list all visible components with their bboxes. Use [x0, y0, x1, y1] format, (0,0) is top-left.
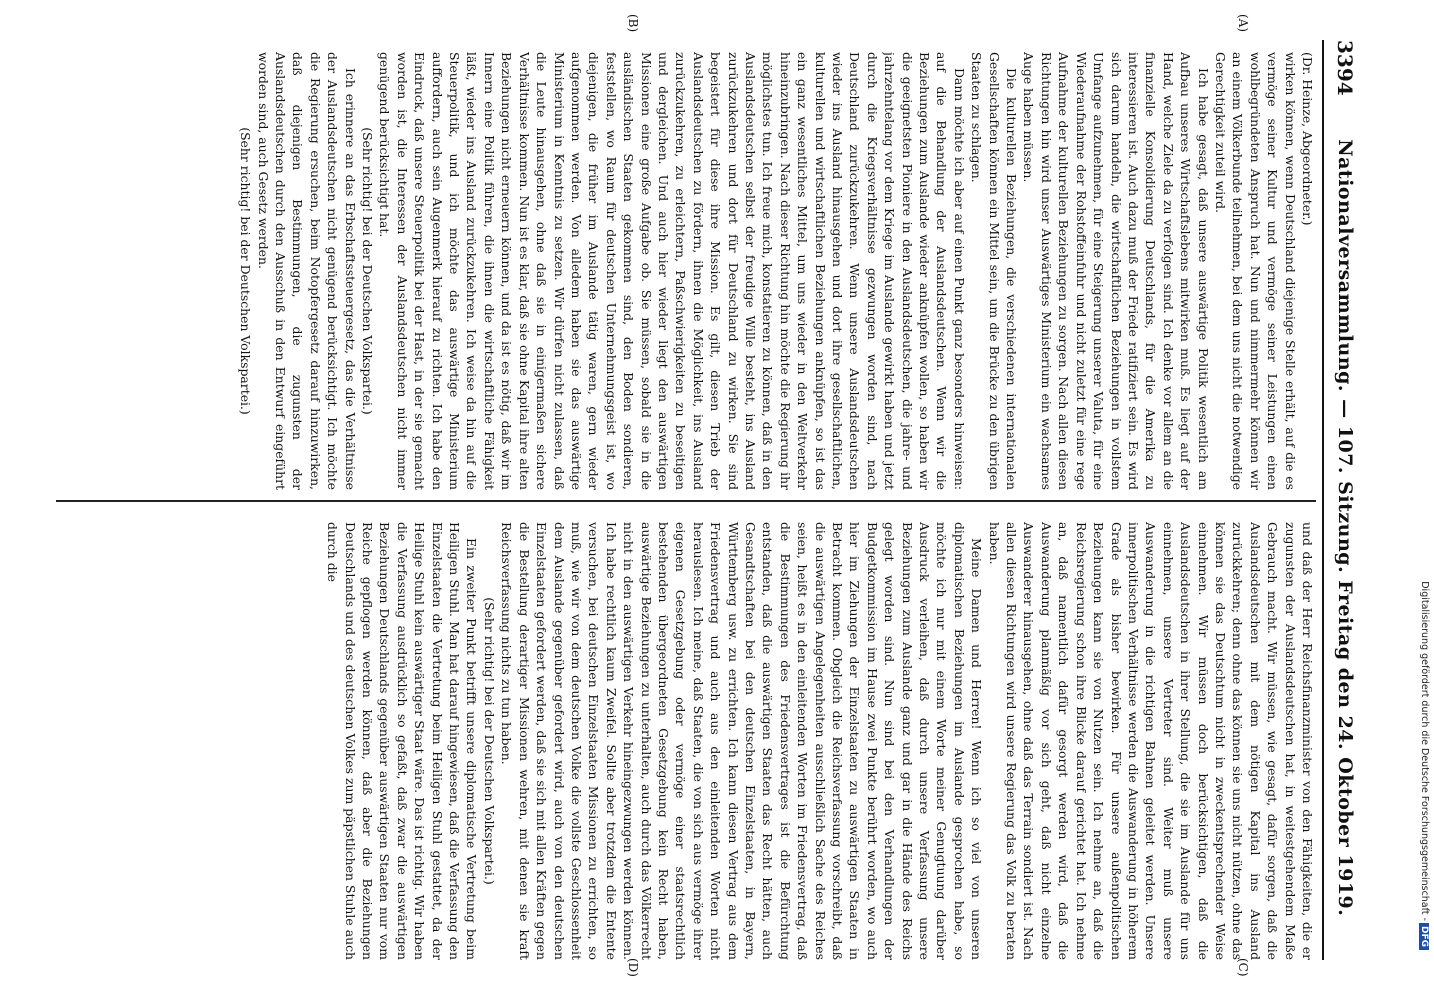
- margin-mark-b: (B): [626, 14, 640, 33]
- page-header: [1330, 40, 1360, 960]
- left-column: [56, 52, 1316, 490]
- paragraph: Meine Damen und Herren! Wenn ich so viel von unseren diplomatischen Beziehungen im Auslande gesprochen habe, so möchte ich nur mit einem Worte meiner Genugtuung darüber Ausdruck verleihen, daß durch unsere Verfassung unsere Beziehungen zum Auslande ganz und gar in die Hände des Reichs gelegt worden sind. Nun sind bei den Verhandlungen der Budgetkommission im Hause zwei Punkte berührt worden, wo auch hier im Ziehungen der Einzelstaaten zu auswärtigen Staaten in Betracht kommen. Obgleich die Reichsverfassung vorschreibt, daß die auswärtigen Angelegenheiten ausschließlich Sache des Reiches seien, heißt es in den einleitenden Worten im Friedensvertrag, daß die Bestimmungen des Friedensvertrages ist die Befürchtung entstanden, daß die auswärtigen Staaten das Recht hätten, auch Gesandtschaften bei den deutschen Einzelstaaten, in Bayern, Württemberg usw. zu errichten. Ich kann diesen Vertrag aus dem Friedensvertrag und auch aus den einleitenden Worten nicht herauslesen. Ich meine, daß Staaten, die von sich aus vermöge ihrer eigenen Gesetzgebung oder vermöge einer staatsrechtlich bestehenden übergeordneten Gesetzgebung kein Recht haben, auswärtige Beziehungen zu unterhalten, auch durch das Völkerrecht nicht in den auswärtigen Verkehr hineingezwungen werden können. Ich habe rechtlich kaum Zweifel. Sollte aber trotzdem die Entente versuchen, bei deutschen Einzelstaaten Missionen zu errichten, so muß, wie wir von dem deutschen Volke die vollste Geschlossenheit dem Auslande gegenüber gefordert wird, auch von den deutschen Einzelstaaten gefordert werden, daß sie sich mit allen Kräften gegen die Bestellung derartiger Missionen wehren, mit denen sie kraft Reichsverfassung nichts zu tun haben.: [499, 522, 985, 960]
- paragraph: Die kulturellen Beziehungen, die verschiedenen internationalen Gesellschaften können ein Mittel sein, um die Brücke zu den übrigen Staaten zu schlagen.: [969, 52, 1020, 490]
- right-column: [56, 522, 1316, 960]
- paragraph: Ein zweiter Punkt betrifft unsere diplomatische Vertretung beim Heiligen Stuhl. Man hat darauf hingewiesen, daß die Verfassung den Einzelstaaten die Vertretung beim Heiligen Stuhl gestattet, da der Heilige Stuhl kein auswärtiger Staat wäre. Das ist richtig. Wir haben die Verfassung ausdrücklich so gefaßt, daß zwar die auswärtigen Beziehungen Deutschlands gegenüber auswärtigen Staaten nur vom Reiche gepflogen werden können, daß aber die Beziehungen Deutschlands und des deutschen Volkes zum päpstlichen Stuhle auch durch die: [325, 522, 480, 960]
- header-rule: [1322, 40, 1324, 960]
- paragraph: und daß der Herr Reichsfinanzminister von den Fähigkeiten, die er zugunsten der Auslandsdeutschen hat, in weitestgehendem Maße Gebrauch macht. Wir müssen, wie gesagt, dafür sorgen, daß die Auslandsdeutschen mit dem nötigen Kapital ins Ausland zurückkehren; denn ohne das können sie uns nicht nützen, ohne das können sie das Deutschtum nicht in zweckentsprechender Weise einnehmen. Wir müssen doch berücksichtigen, daß die Auslandsdeutschen in ihrer Stellung, die sie im Auslande für uns einnehmen, unsere Vertreter sind. Weiter muß unsere Auswanderung in die richtigen Bahnen geleitet werden. Unsere innerpolitischen Verhältnisse werden die Auswanderung in höherem Grade als bisher bewirken. Für unsere außenpolitischen Beziehungen kann sie von Nutzen sein. Ich nehme an, daß die Reichsregierung schon ihre Blicke darauf gerichtet hat. Ich nehme an, daß namentlich dafür gesorgt werden wird, daß die Auswanderung planmäßig vor sich geht, daß nicht einzelne Auswanderer hinausgehen, ohne daß das Terrain sondiert ist. Nach allen diesen Richtungen wird unsere Regierung das Volk zu beraten haben.: [986, 522, 1315, 960]
- paragraph: Ich erinnere an das Erbschaftssteuergesetz, das die Verhältnisse der Auslandsdeutschen nicht genügend berücksichtigt. Ich möchte die Regierung ersuchen, beim Notopfergesetz darauf hinzuwirken, daß diejenigen Bestimmungen, die zugunsten der Auslandsdeutschen durch den Ausschuß in den Entwurf eingeführt worden sind, auch Gesetz werden.: [255, 52, 358, 490]
- paragraph: wirken können, wenn Deutschland diejenige Stelle erhält, auf die es vermöge seiner Kultur und vermöge seiner Leistungen einen wohlbegründeten Anspruch hat. Nun und nimmermehr können wir an einem Völkerbunde teilnehmen, bei dem uns nicht die notwendige Gerechtigkeit zuteil wird.: [1212, 52, 1298, 490]
- interjection: (Sehr richtig! bei der Deutschen Volkspartei.): [481, 597, 497, 885]
- margin-mark-c: (C): [1236, 958, 1250, 977]
- page-number: 3394: [1333, 40, 1357, 96]
- paragraph: Ich habe gesagt, daß unsere auswärtige Politik wesentlich am Aufbau unseres Wirtschaftslebens mitwirken muß. Es liegt auf der Hand, welche Ziele da zu verfolgen sind. Ich denke vor allem an die finanzielle Konsolidierung Deutschlands, für die Amerika zu interessieren ist. Auch dazu muß der Friede ratifiziert sein. Es wird sich darum handeln, die wirtschaftlichen Beziehungen in vollstem Umfange aufzunehmen, für eine Steigerung unserer Valuta, für eine Wiederaufnahme der Rohstoffeinfuhr und nicht zuletzt für eine rege Aufnahme der kulturellen Beziehungen zu sorgen. Nach allen diesen Richtungen hin wird unser Auswärtiges Ministerium ein wachsames Auge haben müssen.: [1021, 52, 1211, 490]
- digitization-credit: [1410, 50, 1430, 950]
- margin-mark-d: (D): [626, 958, 640, 977]
- paragraph: Dann möchte ich aber auf einen Punkt ganz besonders hinweisen: auf die Behandlung der Auslandsdeutschen. Wenn wir die Beziehungen zum Auslande wieder anknüpfen wollen, so haben wir die geeignetsten Pioniere in den Auslandsdeutschen, die jahre- und jahrzehntelang vor dem Kriege im Auslande gewirkt haben und jetzt durch die Kriegsverhältnisse gezwungen worden sind, nach Deutschland zurückzukehren. Wenn unsere Auslandsdeutschen wieder ins Ausland hinausgehen und dort ihre gesellschaftlichen, kulturellen und wirtschaftlichen Beziehungen anknüpfen, so ist das ein ganz wesentliches Mittel, um uns wieder in den Weltverkehr hineinzubringen. Nach dieser Richtung hin möchte die Regierung ihr möglichstes tun. Ich freue mich, konstatieren zu können, daß in den Auslandsdeutschen selbst der freudige Wille besteht, ins Ausland zurückzukehren und dort für Deutschland zu wirken. Sie sind begeistert für diese ihre Mission. Es gilt, diesen Trieb der Auslandsdeutschen zu fördern, ihnen die Möglichkeit, ins Ausland zurückzukehren, zu erleichtern, Paßschwierigkeiten zu beseitigen und dergleichen. Und auch hier wieder liegt den auswärtigen Missionen eine große Aufgabe ob. Sie müssen, sobald sie in die ausländischen Staaten gekommen sind, den Boden sondieren, feststellen, wo Raum für deutschen Unternehmungsgeist ist, wo diejenigen, die früher im Auslande tätig waren, gern wieder aufgenommen werden. Von alledem haben sie das auswärtige Ministerium in Kenntnis zu setzen. Wir dürfen nicht zulassen, daß die Leute hinausgehen, ohne daß sie in einigermaßen sichere Verhältnisse kommen. Nun ist es klar, daß sie ohne Kapital ihre alten Beziehungen nicht erneuern können, und da ist es nötig, daß wir im Innern eine Politik führen, die ihnen die wirtschaftliche Fähigkeit läßt, wieder ins Ausland zurückzukehren. Ich weise da hin auf die Steuerpolitik, und ich möchte das auswärtige Ministerium auffordern, auch sein Augenmerk hierauf zu richten. Ich habe den Eindruck, daß unsere Steuerpolitik bei der Hast, in der sie gemacht worden ist, die Interessen der Auslandsdeutschen nicht immer genügend berücksichtigt hat.: [377, 52, 967, 490]
- speaker-line: (Dr. Heinze, Abgeordneter.): [1300, 52, 1315, 226]
- column-divider: [56, 500, 1316, 502]
- interjection: (Sehr richtig! bei der Deutschen Volkspartei.): [360, 127, 376, 415]
- page-title: Nationalversammlung. — 107. Sitzung. Freitag den 24. Oktober 1919.: [1334, 139, 1356, 917]
- margin-mark-a: (A): [1236, 14, 1250, 33]
- interjection: (Sehr richtig! bei der Deutschen Volkspartei.): [238, 127, 254, 415]
- credit-text: Digitalisierung gefördert durch die Deutsche Forschungsgemeinschaft -: [1419, 581, 1430, 921]
- dfg-logo: DFG: [1419, 923, 1429, 950]
